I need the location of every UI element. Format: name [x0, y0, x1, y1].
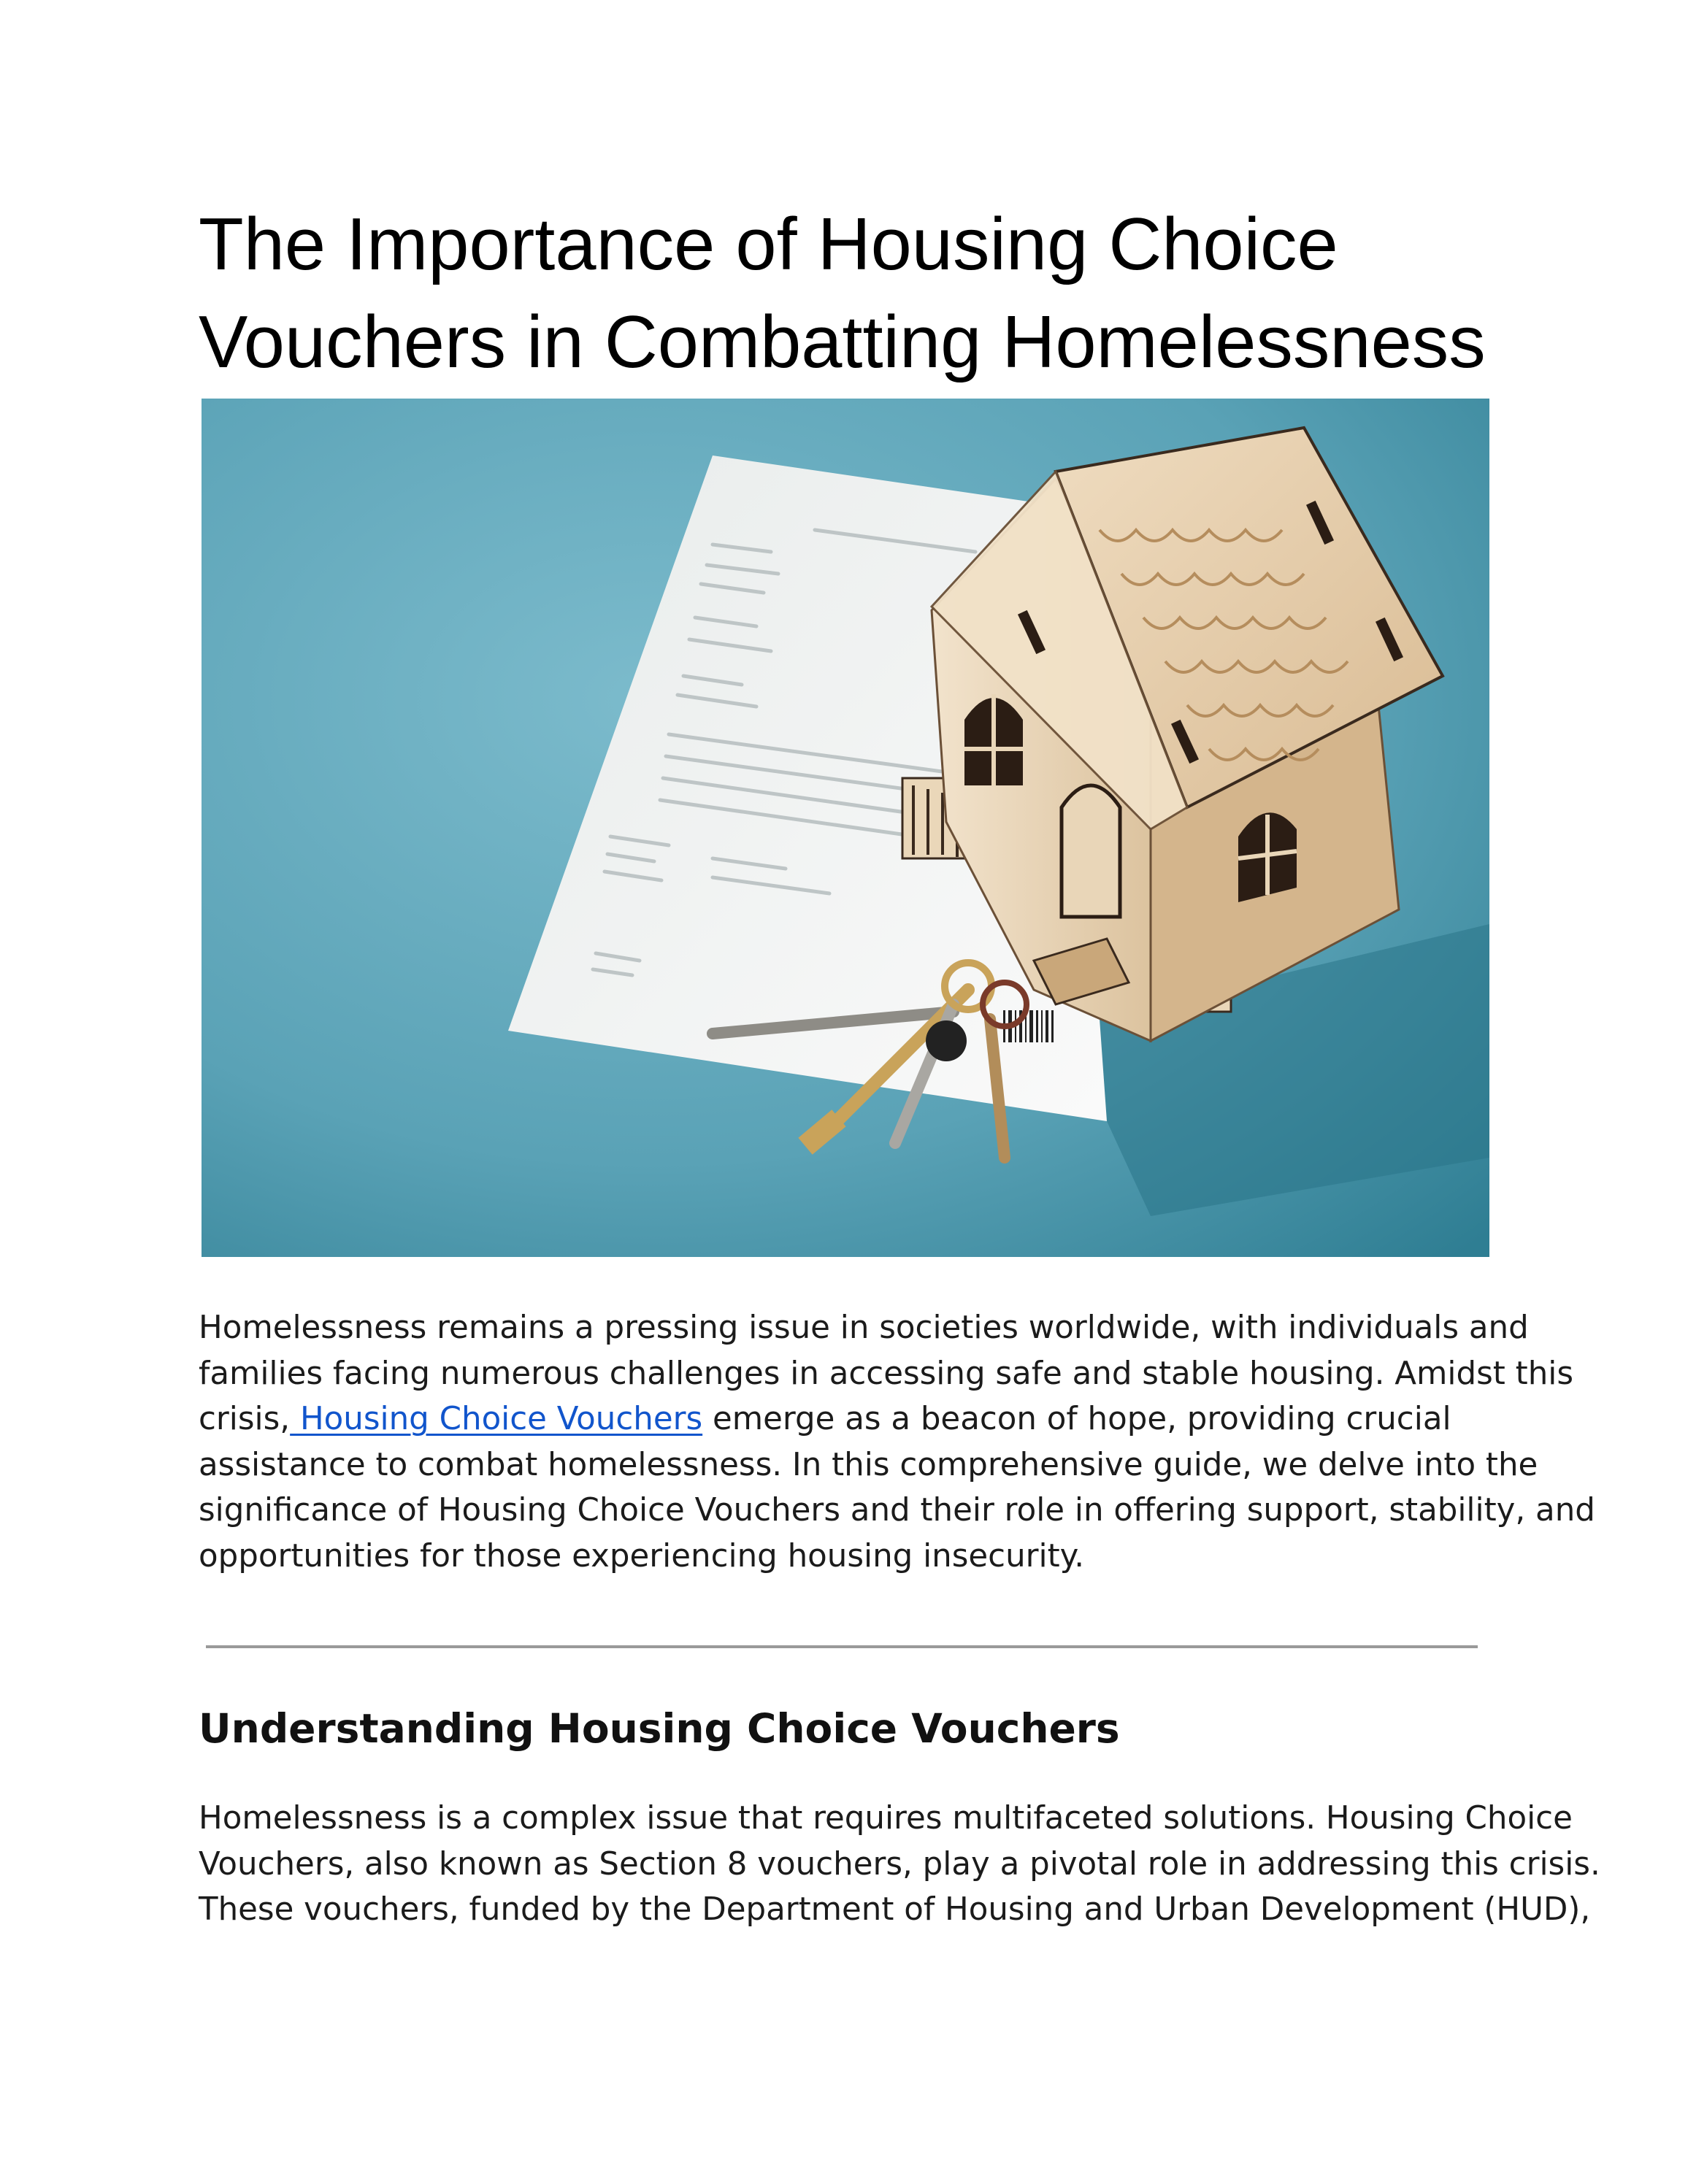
page-title-line-2: Vouchers in Combatting Homelessness: [199, 301, 1486, 383]
page-title: [199, 196, 1557, 391]
intro-line-5: significance of Housing Choice Vouchers and their role in offering support, stability, and: [199, 1492, 1595, 1529]
section-line-3: These vouchers, funded by the Department of Housing and Urban Development (HUD),: [199, 1891, 1591, 1928]
section-paragraph: [199, 1796, 1600, 1933]
intro-line-6: opportunities for those experiencing housing insecurity.: [199, 1537, 1085, 1574]
section-heading: Understanding Housing Choice Vouchers: [199, 1705, 1120, 1752]
section-line-1: Homelessness is a complex issue that requires multifaceted solutions. Housing Choice: [199, 1800, 1573, 1837]
house-model-with-keys-image: [202, 399, 1489, 1257]
intro-line-3: [199, 1396, 1513, 1442]
intro-line-3-start: crisis,: [199, 1401, 291, 1437]
horizontal-divider: [206, 1645, 1478, 1648]
page-title-line-1: The Importance of Housing Choice: [199, 204, 1338, 285]
intro-line-3-end: emerge as a beacon of hope, providing crucial: [702, 1401, 1451, 1437]
intro-line-4: assistance to combat homelessness. In this comprehensive guide, we delve into the: [199, 1446, 1538, 1483]
intro-line-2: families facing numerous challenges in accessing safe and stable housing. Amidst this: [199, 1355, 1574, 1392]
housing-choice-vouchers-link[interactable]: Housing Choice Vouchers: [290, 1401, 703, 1437]
hero-image: [202, 399, 1489, 1257]
section-line-2: Vouchers, also known as Section 8 vouchers, play a pivotal role in addressing this crisis.: [199, 1845, 1600, 1883]
intro-paragraph: [199, 1305, 1595, 1579]
intro-line-1: Homelessness remains a pressing issue in societies worldwide, with individuals and: [199, 1310, 1529, 1346]
